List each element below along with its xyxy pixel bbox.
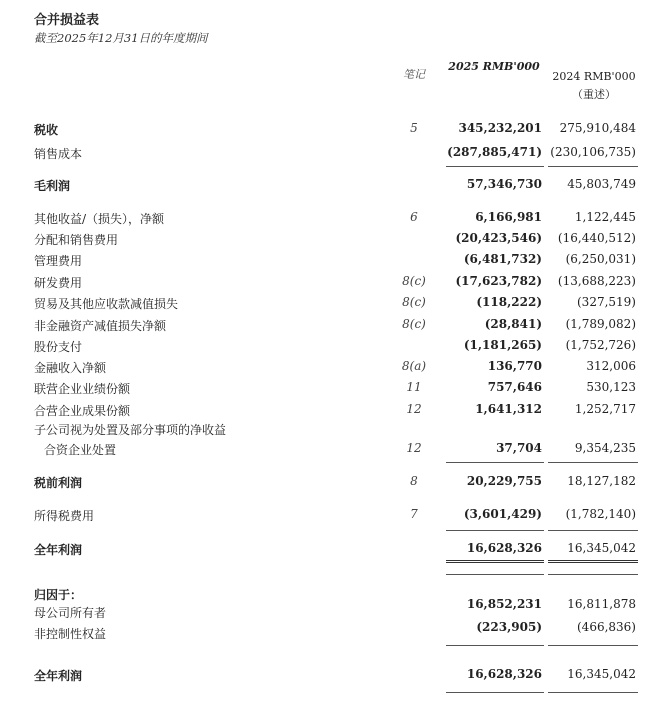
section-rule-2024 — [548, 574, 638, 575]
table-row-owners-of-parent — [0, 598, 650, 618]
table-row-deemed-disposal — [0, 421, 650, 441]
subtotal-rule-2025 — [446, 462, 544, 463]
table-row-rnd — [0, 274, 650, 294]
row-value-2024: 16,345,042 — [567, 541, 636, 555]
row-value-2025: (1,181,265) — [463, 338, 542, 352]
row-note: 6 — [410, 210, 418, 224]
table-row-receivable-impairment — [0, 295, 650, 315]
total-rule-2025 — [446, 560, 544, 563]
row-value-2024: (16,440,512) — [557, 231, 636, 245]
row-value-2025: 757,646 — [487, 380, 542, 394]
row-label: 归因于： — [34, 588, 83, 602]
row-value-2024: 16,811,878 — [567, 597, 636, 611]
table-row-revenue — [0, 121, 650, 141]
total-rule-2025 — [446, 692, 544, 693]
section-rule-2025 — [446, 574, 544, 575]
row-value-2024: 45,803,749 — [567, 177, 636, 191]
row-note: 8(c) — [402, 317, 426, 331]
row-label: 母公司所有者 — [34, 606, 107, 620]
row-value-2025: 37,704 — [496, 441, 542, 455]
table-row-other-gains — [0, 210, 650, 230]
row-value-2024: 18,127,182 — [567, 474, 636, 488]
row-value-2024: 9,354,235 — [574, 441, 636, 455]
year-2025-header: 2025 RMB'000 — [448, 60, 540, 73]
row-label: 全年利润 — [34, 669, 83, 683]
row-value-2025: 136,770 — [487, 359, 542, 373]
row-value-2025: 20,229,755 — [466, 474, 542, 488]
subtotal-rule-2025 — [446, 645, 544, 646]
row-value-2024: (6,250,031) — [565, 252, 636, 266]
row-label: 其他收益/（损失），净额 — [34, 212, 165, 226]
row-value-2024: (1,752,726) — [565, 338, 636, 352]
subtotal-rule-2024 — [548, 530, 638, 531]
row-value-2024: (466,836) — [577, 620, 636, 634]
row-value-2024: (327,519) — [577, 295, 636, 309]
row-label: 合营企业成果份额 — [34, 404, 131, 418]
table-row-nonfinancial-impairment — [0, 317, 650, 337]
row-value-2025: (28,841) — [484, 317, 542, 331]
statement-subtitle: 截至2025年12月31日的年度期间 — [34, 31, 208, 45]
total-rule-2024 — [548, 692, 638, 693]
row-label: 贸易及其他应收款减值损失 — [34, 297, 179, 311]
year-2024-header — [548, 68, 640, 104]
subtotal-rule-2025 — [446, 166, 544, 167]
row-value-2024: (13,688,223) — [557, 274, 636, 288]
table-row-admin-expenses — [0, 252, 650, 272]
row-value-2025: (20,423,546) — [455, 231, 542, 245]
row-label: 研发费用 — [34, 276, 83, 290]
table-row-share-payment — [0, 338, 650, 358]
statement-title: 合并损益表 — [34, 13, 100, 28]
row-value-2025: 57,346,730 — [466, 177, 542, 191]
row-label: 毛利润 — [34, 179, 71, 193]
row-note: 8(a) — [401, 359, 427, 373]
row-label: 分配和销售费用 — [34, 233, 119, 247]
row-label: 合资企业处置 — [44, 443, 117, 457]
row-value-2024: (1,789,082) — [565, 317, 636, 331]
row-value-2024: 1,122,445 — [574, 210, 636, 224]
row-label: 子公司视为处置及部分事项的净收益 — [34, 423, 227, 437]
row-value-2025: 16,852,231 — [466, 597, 542, 611]
table-row-non-controlling — [0, 620, 650, 640]
table-row-profit-before-tax — [0, 474, 650, 494]
row-value-2025: (287,885,471) — [447, 145, 542, 159]
row-value-2025: (223,905) — [476, 620, 542, 634]
row-value-2025: 6,166,981 — [475, 210, 542, 224]
row-value-2024: (230,106,735) — [550, 145, 636, 159]
table-row-jv-share — [0, 402, 650, 422]
row-value-2025: 16,628,326 — [466, 667, 542, 681]
subtotal-rule-2024 — [548, 462, 638, 463]
table-row-profit-for-year-total — [0, 667, 650, 687]
row-value-2024: (1,782,140) — [565, 507, 636, 521]
row-value-2025: (118,222) — [476, 295, 542, 309]
row-note: 7 — [410, 507, 418, 521]
subtotal-rule-2024 — [548, 645, 638, 646]
row-note: 5 — [410, 121, 418, 135]
subtotal-rule-2024 — [548, 166, 638, 167]
row-value-2025: (3,601,429) — [463, 507, 542, 521]
table-row-gross-profit — [0, 177, 650, 197]
table-row-profit-for-year — [0, 541, 650, 561]
row-note: 8(c) — [402, 295, 426, 309]
row-value-2025: 1,641,312 — [475, 402, 542, 416]
row-label: 全年利润 — [34, 543, 83, 557]
row-label: 金融收入净额 — [34, 361, 107, 375]
row-label: 股份支付 — [34, 340, 83, 354]
row-note: 12 — [406, 402, 422, 416]
row-note: 8(c) — [402, 274, 426, 288]
year-2024-label: 2024 RMB'000 — [552, 70, 636, 83]
row-label: 非金融资产减值损失净额 — [34, 319, 167, 333]
row-value-2024: 312,006 — [586, 359, 636, 373]
row-value-2025: (6,481,732) — [463, 252, 542, 266]
row-label: 销售成本 — [34, 147, 83, 161]
restated-label: （重述） — [572, 88, 616, 101]
row-label: 联营企业业绩份额 — [34, 382, 131, 396]
row-label: 税收 — [34, 123, 59, 137]
table-row-distribution-selling — [0, 231, 650, 251]
row-value-2024: 16,345,042 — [567, 667, 636, 681]
table-row-cost-of-sales — [0, 145, 650, 165]
row-note: 12 — [406, 441, 422, 455]
row-note: 11 — [406, 380, 422, 394]
row-value-2024: 1,252,717 — [574, 402, 636, 416]
table-row-jv-disposal — [0, 441, 650, 461]
row-value-2025: (17,623,782) — [455, 274, 542, 288]
table-row-finance-income — [0, 359, 650, 379]
row-label: 管理费用 — [34, 254, 83, 268]
subtotal-rule-2025 — [446, 530, 544, 531]
row-note: 8 — [410, 474, 418, 488]
table-row-associates-share — [0, 380, 650, 400]
row-label: 非控制性权益 — [34, 627, 107, 641]
row-value-2024: 530,123 — [586, 380, 636, 394]
note-column-header: 笔记 — [403, 68, 425, 81]
row-value-2025: 345,232,201 — [458, 121, 542, 135]
table-row-income-tax — [0, 507, 650, 527]
row-label: 税前利润 — [34, 476, 83, 490]
row-value-2024: 275,910,484 — [559, 121, 636, 135]
row-label: 所得税费用 — [34, 509, 95, 523]
total-rule-2024 — [548, 560, 638, 563]
row-value-2025: 16,628,326 — [466, 541, 542, 555]
